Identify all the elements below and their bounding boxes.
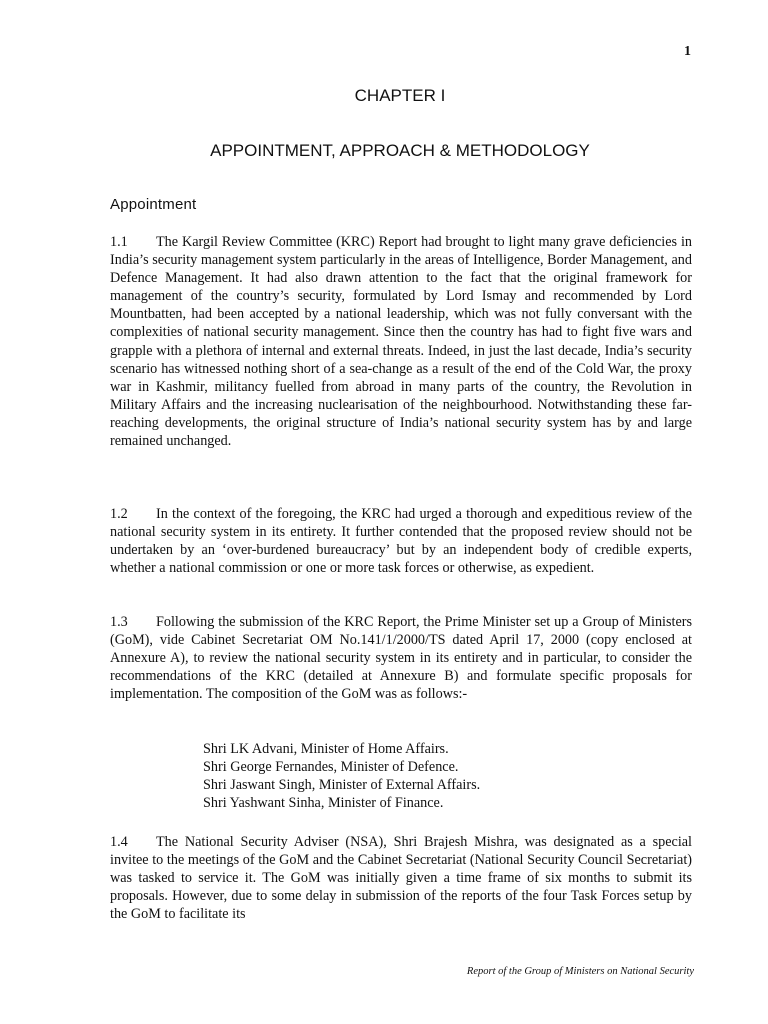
paragraph-number: 1.4 bbox=[110, 834, 128, 850]
paragraph-number: 1.3 bbox=[110, 614, 128, 630]
paragraph-number: 1.1 bbox=[110, 234, 128, 250]
paragraph-text: The National Security Adviser (NSA), Shri Brajesh Mishra, was designated as a special invitee to the meetings of the GoM and the Cabinet Secretariat (National Security Council Secretariat) was tasked to service it. The GoM was initially given a time frame of six months to submit its proposals. However, due to some delay in submission of the reports of the four Task Forces setup by the GoM to facilitate its bbox=[110, 834, 692, 923]
page-number: 1 bbox=[684, 44, 691, 59]
paragraph-1-4 bbox=[110, 833, 692, 923]
paragraph-1-3 bbox=[110, 613, 692, 703]
chapter-subtitle: APPOINTMENT, APPROACH & METHODOLOGY bbox=[210, 141, 590, 160]
gom-members-list bbox=[203, 740, 480, 812]
member-item: Shri Yashwant Sinha, Minister of Finance. bbox=[203, 795, 444, 812]
paragraph-1-2 bbox=[110, 505, 692, 577]
member-item: Shri Jaswant Singh, Minister of External Affairs. bbox=[203, 777, 481, 794]
section-heading: Appointment bbox=[110, 196, 197, 213]
paragraph-1-1 bbox=[110, 233, 692, 450]
paragraph-text: In the context of the foregoing, the KRC had urged a thorough and expeditious review of the national security system in its entirety. It further contended that the proposed review should not be undertaken by an ‘over-burdened bureaucracy’ but by an independent body of credible experts, whether a national commission or one or more task forces or otherwise, as expedient. bbox=[110, 506, 692, 577]
paragraph-text: The Kargil Review Committee (KRC) Report had brought to light many grave deficiencies in India’s security management system particularly in the areas of Intelligence, Border Management, and Defence Management. It had also drawn attention to the fact that the original framework for management of the country’s security, formulated by Lord Ismay and recommended by Lord Mountbatten, had been accepted by a national leadership, which was not fully conversant with the complexities of national security management. Since then the country has had to fight five wars and grapple with a plethora of internal and external threats. Indeed, in just the last decade, India’s security scenario has witnessed nothing short of a sea-change as a result of the end of the Cold War, the proxy war in Kashmir, militancy fuelled from abroad in many parts of the country, the Revolution in Military Affairs and the increasing nuclearisation of the neighbourhood. Notwithstanding these far-reaching developments, the original structure of India’s national security system has by and large remained unchanged. bbox=[110, 234, 692, 450]
member-item: Shri LK Advani, Minister of Home Affairs. bbox=[203, 741, 449, 757]
chapter-title: CHAPTER I bbox=[354, 86, 446, 105]
member-item: Shri George Fernandes, Minister of Defence. bbox=[203, 759, 459, 776]
paragraph-number: 1.2 bbox=[110, 506, 128, 522]
paragraph-text: Following the submission of the KRC Report, the Prime Minister set up a Group of Ministers (GoM), vide Cabinet Secretariat OM No.141/1/2000/TS dated April 17, 2000 (copy enclosed at Annexure A), to review the national security system in its entirety and in particular, to consider the recommendations of the KRC (detailed at Annexure B) and formulate specific proposals for implementation. The composition of the GoM was as follows:- bbox=[110, 614, 692, 703]
page-footer: Report of the Group of Ministers on National Security bbox=[466, 966, 694, 977]
